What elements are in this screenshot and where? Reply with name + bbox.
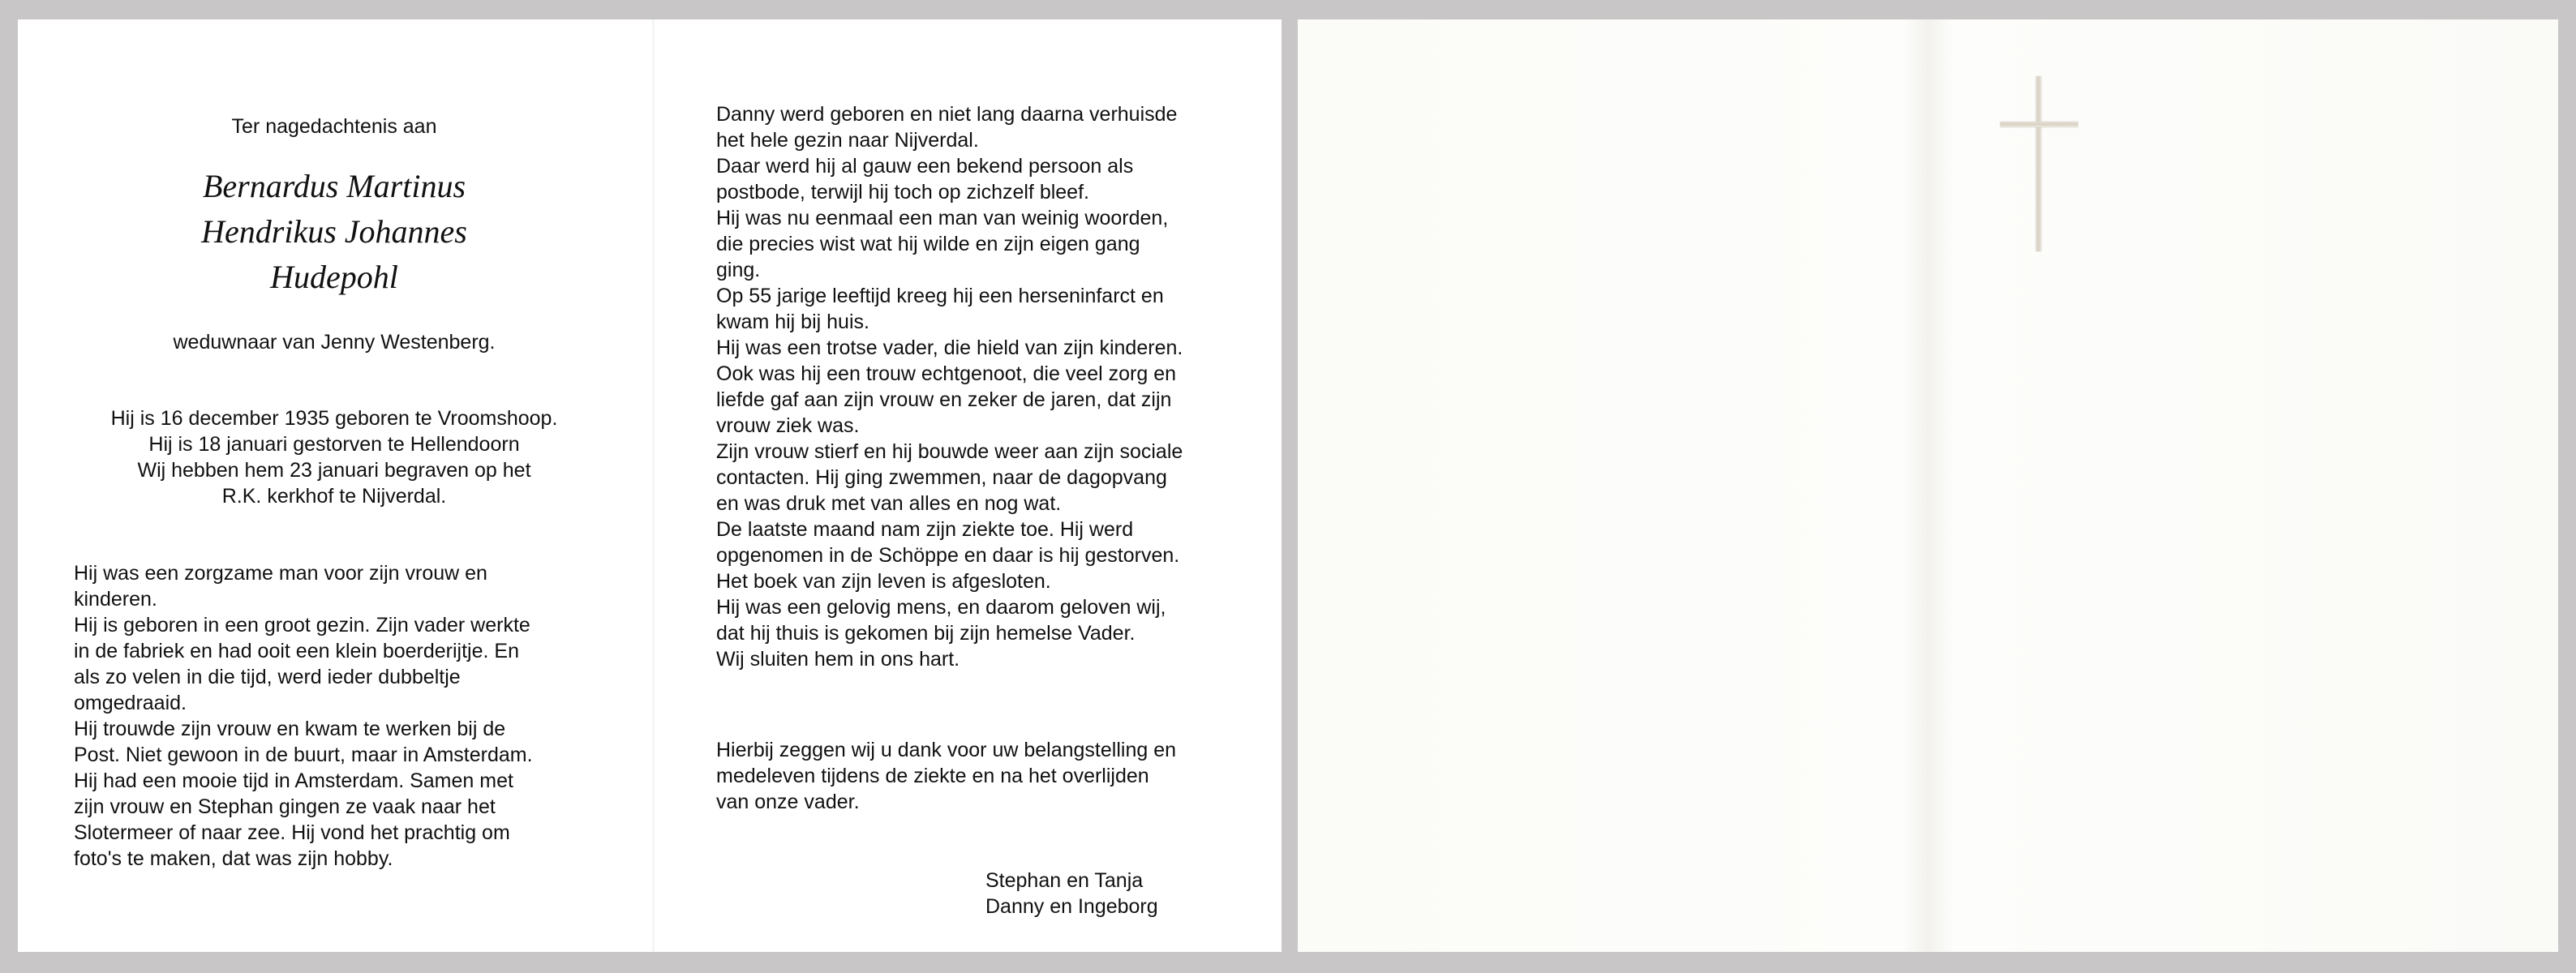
story-line: Het boek van zijn leven is afgesloten. [716,570,1051,593]
story-line: postbode, terwijl hij toch op zichzelf bleef. [716,181,1089,204]
dates-line: Hij is 16 december 1935 geboren te Vroomshoop. [110,407,558,430]
deceased-name [18,164,650,300]
story-line: Hij was een trotse vader, die hield van zijn kinderen. [716,336,1183,359]
thanks-line: van onze vader. [716,791,860,813]
story-line: Hij was een gelovig mens, en daarom geloven wij, [716,596,1166,619]
thanks-block [716,737,1176,815]
story-line: zijn vrouw en Stephan gingen ze vaak naar het [74,795,496,818]
story-line: Hij had een mooie tijd in Amsterdam. Samen met [74,769,513,792]
card-outside [1298,19,2558,952]
signature-line: Danny en Ingeborg [985,895,1158,918]
thanks-line: Hierbij zeggen wij u dank voor uw belangstelling en [716,739,1177,761]
story-line: foto's te maken, dat was zijn hobby. [74,847,393,870]
story-line: die precies wist wat hij wilde en zijn eigen gang [716,233,1140,255]
dates-block [18,405,650,509]
name-line: Bernardus Martinus [202,168,466,204]
story-line: Danny werd geboren en niet lang daarna verhuisde [716,103,1178,126]
fold-line [652,19,655,952]
signature-line: Stephan en Tanja [985,869,1144,892]
story-line: Hij was nu eenmaal een man van weinig woorden, [716,207,1169,229]
story-line: Post. Niet gewoon in de buurt, maar in Amsterdam. [74,744,533,766]
name-line: Hudepohl [270,259,398,295]
story-line: Op 55 jarige leeftijd kreeg hij een herseninfarct en [716,285,1164,307]
memorial-heading: Ter nagedachtenis aan [231,115,437,138]
story-line: Daar werd hij al gauw een bekend persoon als [716,155,1134,178]
story-line: liefde gaf aan zijn vrouw en zeker de jaren, dat zijn [716,388,1172,411]
story-line: Wij sluiten hem in ons hart. [716,648,960,671]
name-line: Hendrikus Johannes [201,213,467,250]
dates-line: R.K. kerkhof te Nijverdal. [221,485,447,508]
story-line: Zijn vrouw stierf en hij bouwde weer aan zijn sociale [716,440,1183,463]
story-line: contacten. Hij ging zwemmen, naar de dagopvang [716,466,1167,489]
story-line: kinderen. [74,588,157,611]
story-line: Ook was hij een trouw echtgenoot, die veel zorg en [716,362,1177,385]
story-line: Hij was een zorgzame man voor zijn vrouw en [74,562,487,585]
story-line: ging. [716,259,761,281]
story-line: het hele gezin naar Nijverdal. [716,129,979,152]
story-line: opgenomen in de Schöppe en daar is hij gestorven. [716,544,1180,567]
story-line: De laatste maand nam zijn ziekte toe. Hij werd [716,518,1134,541]
story-line: dat hij thuis is gekomen bij zijn hemelse Vader. [716,622,1136,645]
story-line: als zo velen in die tijd, werd ieder dubbeltje [74,666,461,688]
story-line: Hij trouwde zijn vrouw en kwam te werken bij de [74,718,506,740]
story-line: Hij is geboren in een groot gezin. Zijn vader werkte [74,614,530,637]
story-line: en was druk met van alles en nog wat. [716,492,1062,515]
story-line: omgedraaid. [74,692,187,714]
middle-story-block [716,101,1183,672]
signature-block [985,868,1158,919]
story-line: Slotermeer of naar zee. Hij vond het prachtig om [74,821,510,844]
story-line: kwam hij bij huis. [716,311,869,333]
thanks-line: medeleven tijdens de ziekte en na het overlijden [716,765,1149,787]
story-line: in de fabriek en had ooit een klein boerderijtje. En [74,640,519,662]
story-line: vrouw ziek was. [716,414,860,437]
left-story-block [74,560,533,872]
dates-line: Wij hebben hem 23 januari begraven op het [137,459,531,482]
dates-line: Hij is 18 januari gestorven te Hellendoorn [148,433,520,456]
card-inside [18,19,1282,952]
widower-line: weduwnaar van Jenny Westenberg. [173,331,496,354]
